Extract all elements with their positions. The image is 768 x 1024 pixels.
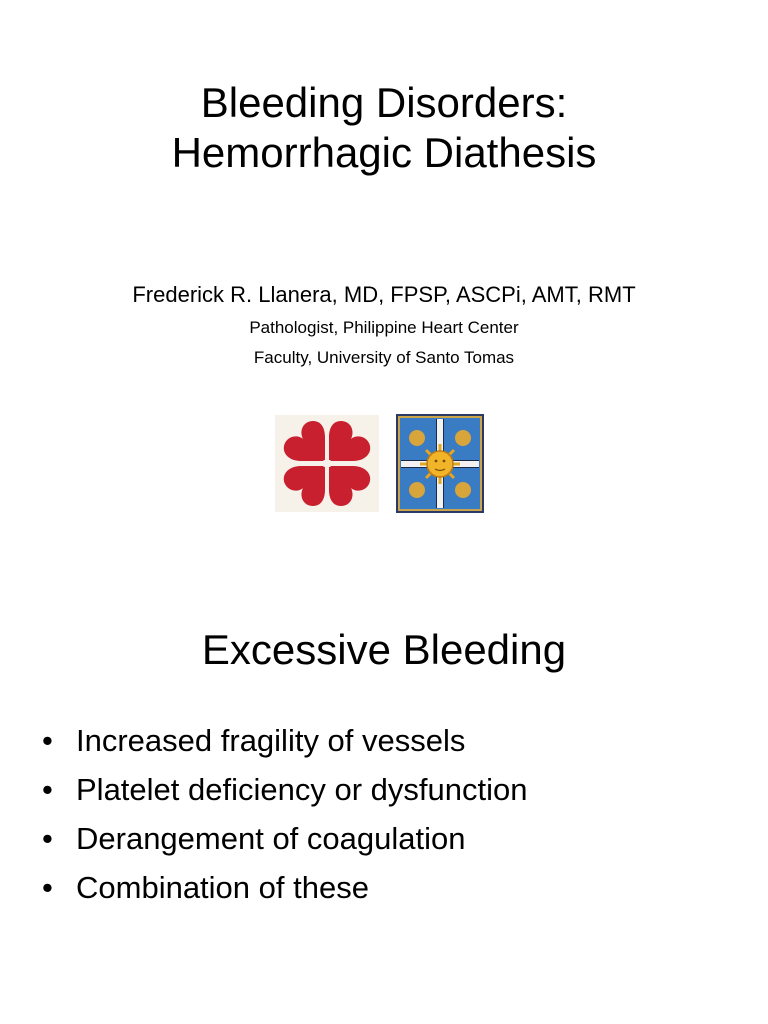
bullet-point-icon: •: [42, 723, 53, 758]
affiliation-1: Pathologist, Philippine Heart Center: [249, 318, 519, 337]
bullet-point-icon: •: [42, 821, 53, 856]
heart-clover-icon: [275, 415, 379, 512]
bullet-list: [40, 716, 527, 912]
slide-content: [0, 590, 768, 1024]
bullet-item: [40, 814, 527, 863]
bullet-text: Increased fragility of vessels: [76, 723, 466, 758]
bullet-point-icon: •: [42, 870, 53, 905]
bullet-item: [40, 716, 527, 765]
bullet-text: Platelet deficiency or dysfunction: [76, 772, 528, 807]
bullet-text: Combination of these: [76, 870, 369, 905]
bullet-text: Derangement of coagulation: [76, 821, 466, 856]
slide-heading: Excessive Bleeding: [201, 626, 567, 673]
philippine-heart-center-logo-icon: [275, 415, 379, 512]
sun-seal-icon: [396, 414, 484, 513]
author-name: Frederick R. Llanera, MD, FPSP, ASCPi, AMT, RMT: [132, 282, 636, 307]
bullet-item: [40, 765, 527, 814]
university-of-santo-tomas-seal-icon: [396, 414, 484, 513]
bullet-point-icon: •: [42, 772, 53, 807]
slide-title-heading: [0, 78, 768, 178]
bullet-item: [40, 863, 527, 912]
title-line-1: Bleeding Disorders:: [200, 79, 568, 126]
affiliation-2: Faculty, University of Santo Tomas: [253, 348, 515, 367]
title-line-2: Hemorrhagic Diathesis: [171, 129, 597, 176]
